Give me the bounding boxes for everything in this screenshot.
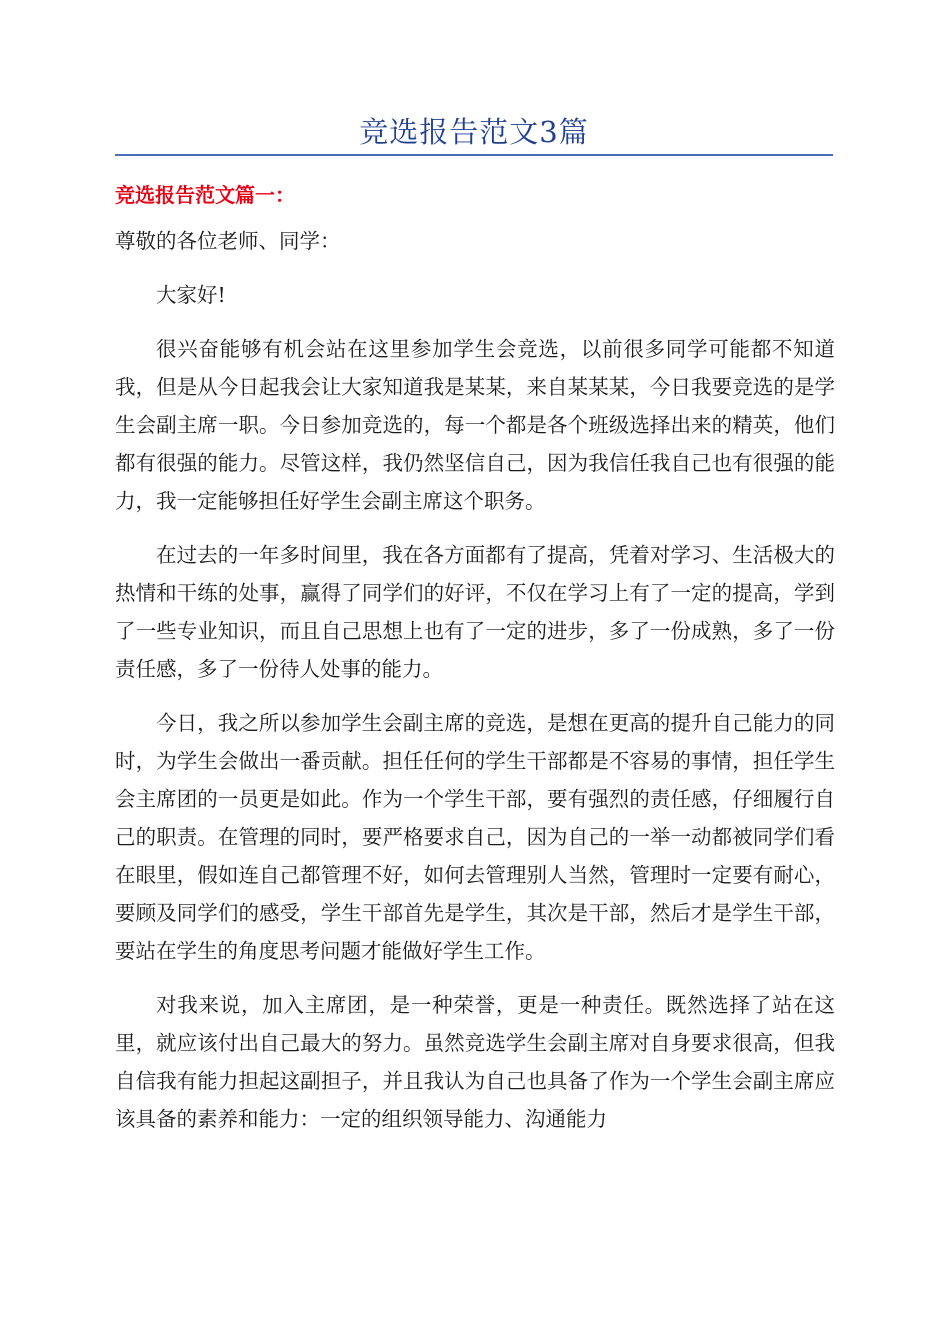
paragraph: 很兴奋能够有机会站在这里参加学生会竞选，以前很多同学可能都不知道我，但是从今日起我会让大家知道我是某某，来自某某某，今日我要竞选的是学生会副主席一职。今日参加竞选的，每一个都是各个班级选择出来的精英，他们都有很强的能力。尽管这样，我仍然坚信自己，因为我信任我自己也有很强的能力，我一定能够担任好学生会副主席这个职务。 — [115, 337, 835, 513]
document-title: 竞选报告范文3篇 — [359, 115, 589, 149]
paragraph: 在过去的一年多时间里，我在各方面都有了提高，凭着对学习、生活极大的热情和干练的处事，赢得了同学们的好评，不仅在学习上有了一定的提高，学到了一些专业知识，而且自己思想上也有了一定的进步，多了一份成熟，多了一份责任感，多了一份待人处事的能力。 — [115, 543, 835, 681]
paragraph: 今日，我之所以参加学生会副主席的竞选，是想在更高的提升自己能力的同时，为学生会做出一番贡献。担任任何的学生干部都是不容易的事情，担任学生会主席团的一员更是如此。作为一个学生干部，要有强烈的责任感，仔细履行自己的职责。在管理的同时，要严格要求自己，因为自己的一举一动都被同学们看在眼里，假如连自己都管理不好，如何去管理别人当然，管理时一定要有耐心，要顾及同学们的感受，学生干部首先是学生，其次是干部，然后才是学生干部，要站在学生的角度思考问题才能做好学生工作。 — [115, 711, 835, 963]
paragraph: 对我来说，加入主席团，是一种荣誉，更是一种责任。既然选择了站在这里，就应该付出自己最大的努力。虽然竞选学生会副主席对自身要求很高，但我自信我有能力担起这副担子，并且我认为自己也具备了作为一个学生会副主席应该具备的素养和能力：一定的组织领导能力、沟通能力 — [115, 993, 835, 1131]
document-body — [115, 222, 835, 1138]
salutation: 尊敬的各位老师、同学： — [115, 229, 341, 253]
title-underline — [115, 154, 833, 156]
paragraph-greeting: 大家好! — [156, 283, 226, 307]
section-heading: 竞选报告范文篇一： — [115, 183, 295, 207]
